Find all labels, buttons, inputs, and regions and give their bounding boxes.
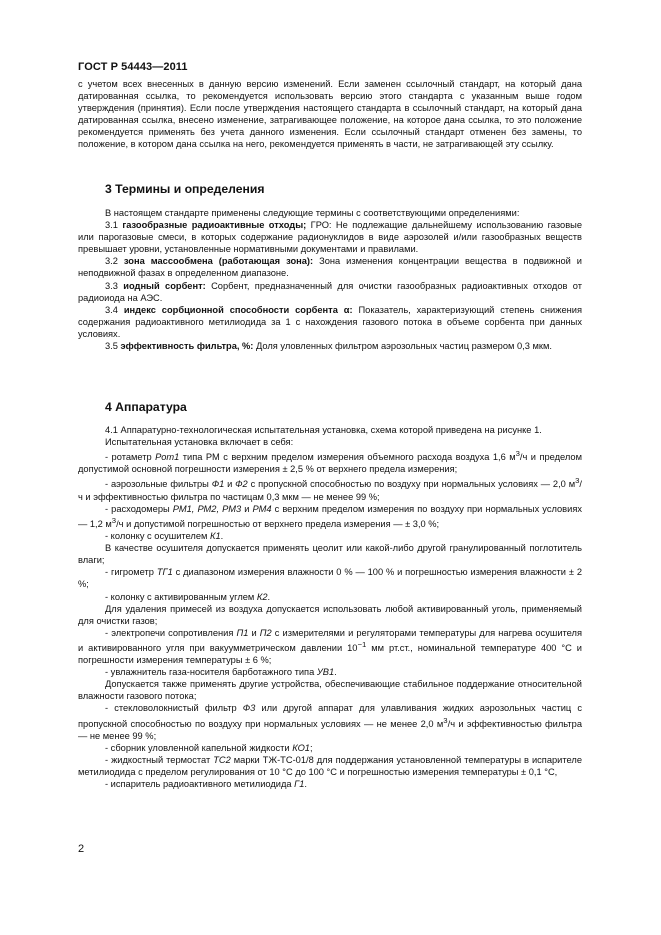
para-dryer-note: В качестве осушителя допускается применять цеолит или какой-либо другой гранулированный поглотитель влаги; <box>78 543 582 566</box>
item-flowmeters: - расходомеры РМ1, РМ2, РМ3 и РМ4 с верхним пределом измерения по воздуху при нормальных условиях — 1,2 $м^3/ч$ и допустимой погрешностью от верхнего предела измерения — ± 3,0 %; <box>78 503 582 529</box>
page-header: ГОСТ Р 54443—2011 <box>78 61 188 73</box>
item-coal-column: - колонку с активированным углем К2. <box>105 591 271 602</box>
term-3-3: 3.3 иодный сорбент: Сорбент, предназначенный для очистки газообразных радиоактивных отходов от радиоиода на АЭС. <box>78 280 582 303</box>
item-glass-filter: - стекловолокнистый фильтр Ф3 или другой аппарат для улавливания жидких аэрозольных частиц с пропускной способностью по воздуху при нормальных условиях — не менее 2,0 $м^3/ч$ и эффективностью фильтра — не менее 99 %; <box>78 703 583 741</box>
section-4-body <box>78 424 582 790</box>
item-humidifier: - увлажнитель газа-носителя барботажного типа УВ1. <box>105 667 337 678</box>
para-coal-note: Для удаления примесей из воздуха допускается использовать любой активированный уголь, применяемый для очистки газов; <box>78 603 582 626</box>
term-3-1: 3.1 газообразные радиоактивные отходы; ГРО: Не подлежащие дальнейшему использованию газовые или парогазовые смеси, в которых содержание радионуклидов в виде аэрозолей и/или газообразных веществ превышает уровни, установленные нормативными документами и правилами. <box>78 220 582 255</box>
item-dryer-column: - колонку с осушителем К1. <box>105 531 224 542</box>
section-3-body <box>78 207 582 352</box>
para-other-devices: Допускается также применять другие устройства, обеспечивающие стабильное поддержание относительной влажности газового потока; <box>78 679 582 702</box>
section-3-lead: В настоящем стандарте применены следующие термины с соответствующими определениями: <box>105 208 520 218</box>
intro-text <box>78 78 582 151</box>
item-evaporator: - испаритель радиоактивного метилиодида Г1. <box>105 779 307 790</box>
item-ovens: - электропечи сопротивления П1 и П2 с измерителями и регуляторами температуры для нагрева осушителя и активированного угля при вакуумметрическом давлении $10^{-1}$ мм рт.ст., номинальной температуре 400 °С и погрешности измерения температуры ± 6 %; <box>78 627 582 666</box>
item-collector: - сборник уловленной капельной жидкости КО1; <box>105 742 313 753</box>
item-aerosol-filters: - аэрозольные фильтры Ф1 и Ф2 с пропускной способностью по воздуху при нормальных условиях — 2,0 $м^3/ч$ и эффективностью фильтра по частицам 0,3 мкм — не менее 99 %; <box>78 476 582 502</box>
item-hygrometer: - гигрометр ТГ1 с диапазоном измерения влажности 0 % — 100 % и погрешностью измерения влажности ± 2 %; <box>78 567 582 590</box>
section-3-title: 3 Термины и определения <box>105 182 265 196</box>
term-3-5: 3.5 эффективность фильтра, %: Доля уловленных фильтром аэрозольных частиц размером 0,3 мкм. <box>105 341 552 352</box>
para-4-1: 4.1 Аппаратурно-технологическая испытательная установка, схема которой приведена на рисунке 1. <box>105 425 542 435</box>
page-number: 2 <box>78 843 85 855</box>
term-3-2: 3.2 зона массообмена (работающая зона): Зона изменения концентрации вещества в подвижной и неподвижной фазах в определенном диапазоне. <box>78 256 582 279</box>
intro-paragraph: с учетом всех внесенных в данную версию изменений. Если заменен ссылочный стандарт, на который дана датированная ссылка, то рекомендуется использовать версию этого стандарта с указанным выше годом утверждения (принятия). Если после утверждения настоящего стандарта в ссылочный стандарт, на который дана датированная ссылка, внесено изменение, затрагивающее положение, на которое дана ссылка, то это положение рекомендуется применять без учета данного изменения. Если ссылочный стандарт отменен без замены, то положение, в котором дана ссылка на него, рекомендуется применять в части, не затрагивающей эту ссылку. <box>78 79 582 150</box>
item-thermostat: - жидкостный термостат ТС2 марки ТЖ-ТС-01/8 для поддержания установленной температуры в испарителе метилиодида с пределом регулирования от 10 °С до 100 °С и погрешностью измерения температуры ± 0,1 °С, <box>78 754 582 777</box>
item-rotameter: - ротаметр Рот1 типа РМ с верхним пределом измерения объемного расхода воздуха 1,6 $м^3/ч$ и пределом допустимой основной погрешности измерения ± 2,5 % от верхнего предела измерения; <box>78 449 582 475</box>
section-4-title: 4 Аппаратура <box>105 400 187 414</box>
term-3-4: 3.4 индекс сорбционной способности сорбента α: Показатель, характеризующий степень снижения содержания радиоактивного метилиодида за 1 с нахождения газового потока в объеме сорбента при данных условиях. <box>78 304 583 339</box>
para-includes: Испытательная установка включает в себя: <box>105 437 294 448</box>
